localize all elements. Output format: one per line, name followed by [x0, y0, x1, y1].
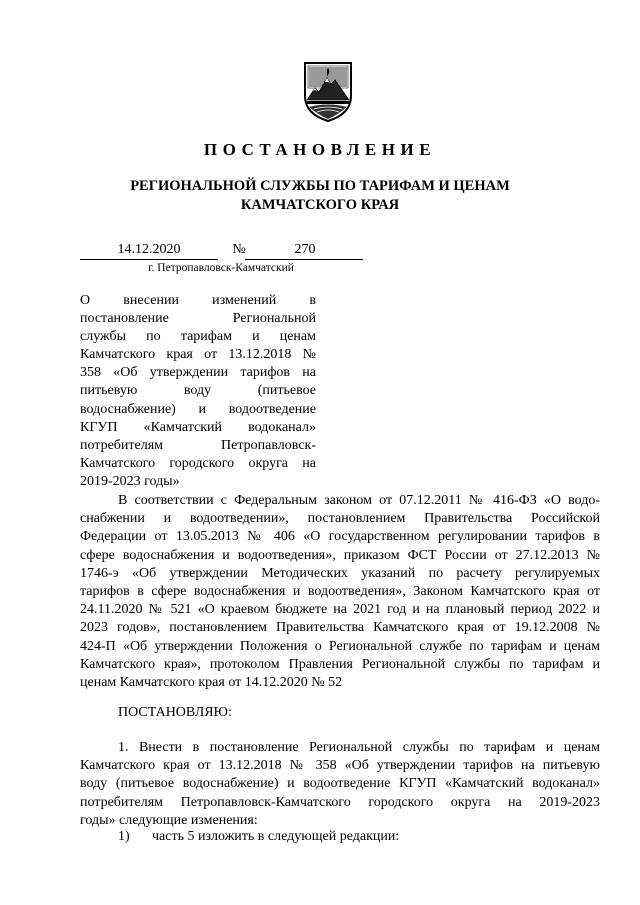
decree-heading: ПОСТАНОВЛЯЮ: [118, 705, 232, 720]
date-underline [80, 259, 218, 260]
preamble-line: снабжении и водоотведении», постановлением Правительства Российской [80, 511, 600, 527]
subject-line: О внесении изменений в [80, 293, 316, 308]
preamble-line: сфере водоснабжения и водоотведения», приказом ФСТ России от 27.12.2013 № [80, 547, 600, 563]
subject-line: водоснабжение) и водоотведение [80, 401, 316, 417]
preamble-line: тарифов в сфере водоснабжения и водоотведения», Законом Камчатского края от [80, 584, 600, 600]
preamble-line: 1746-э «Об утверждении Методических указаний по расчету регулируемых [80, 565, 600, 581]
document-date: 14.12.2020 [117, 242, 181, 257]
subject-line: 2019-2023 годы» [80, 473, 180, 489]
authority-line-1: РЕГИОНАЛЬНОЙ СЛУЖБЫ ПО ТАРИФАМ И ЦЕНАМ [130, 178, 510, 194]
subject-line: постановление Региональной [80, 311, 316, 327]
kamchatka-coat-of-arms-icon [301, 58, 355, 124]
item-1-line: 1. Внести в постановление Региональной службы по тарифам и ценам [118, 740, 600, 755]
issue-city: г. Петропавловск-Камчатский [148, 262, 294, 274]
subject-line: питьевую воду (питьевое [80, 383, 316, 399]
preamble-line: 24.11.2020 № 521 «О краевом бюджете на 2021 год и на плановый период 2022 и [80, 602, 600, 618]
preamble-line: Камчатского края», протоколом Правления Региональной службы по тарифам и [80, 656, 600, 672]
document-subject [80, 292, 316, 491]
number-underline [245, 259, 363, 260]
subject-line: КГУП «Камчатский водоканал» [80, 419, 316, 435]
item-1-line: воду (питьевое водоснабжение) и водоотведение КГУП «Камчатский водоканал» [80, 776, 600, 792]
subitem-text: часть 5 изложить в следующей редакции: [152, 829, 400, 844]
item-1-line: годы» следующие изменения: [80, 812, 258, 828]
number-sign: № [232, 242, 246, 257]
document-number: 270 [294, 242, 316, 257]
item-1-line: Камчатского края от 13.12.2018 № 358 «Об утверждении тарифов на питьевую [80, 758, 600, 774]
subject-line: Камчатского городского округа на [80, 455, 316, 471]
preamble-line: Федерации от 13.05.2013 № 406 «О государственном регулировании тарифов в [80, 529, 600, 545]
item-1-line: потребителям Петропавловск-Камчатского городского округа на 2019-2023 [80, 794, 600, 810]
subject-line: потребителям Петропавловск- [80, 437, 316, 453]
subject-line: службы по тарифам и ценам [80, 329, 316, 345]
preamble-line: 424-П «Об утверждении Положения о Региональной службе по тарифам и ценам [80, 638, 600, 654]
subitem-number: 1) [118, 829, 130, 844]
preamble-line: 2023 годов», постановлением Правительства Камчатского края от 19.12.2008 № [80, 620, 600, 636]
issuing-authority [0, 177, 640, 215]
item-1-paragraph [80, 739, 600, 830]
authority-line-2: КАМЧАТСКОГО КРАЯ [240, 197, 400, 213]
subject-line: 358 «Об утверждении тарифов на [80, 365, 316, 381]
document-title: ПОСТАНОВЛЕНИЕ [203, 140, 437, 159]
preamble-line: В соответствии с Федеральным законом от 07.12.2011 № 416-ФЗ «О водо- [118, 493, 600, 508]
subject-line: Камчатского края от 13.12.2018 № [80, 347, 316, 363]
preamble-paragraph [80, 492, 600, 692]
preamble-line: ценам Камчатского края от 14.12.2020 № 52 [80, 675, 343, 691]
